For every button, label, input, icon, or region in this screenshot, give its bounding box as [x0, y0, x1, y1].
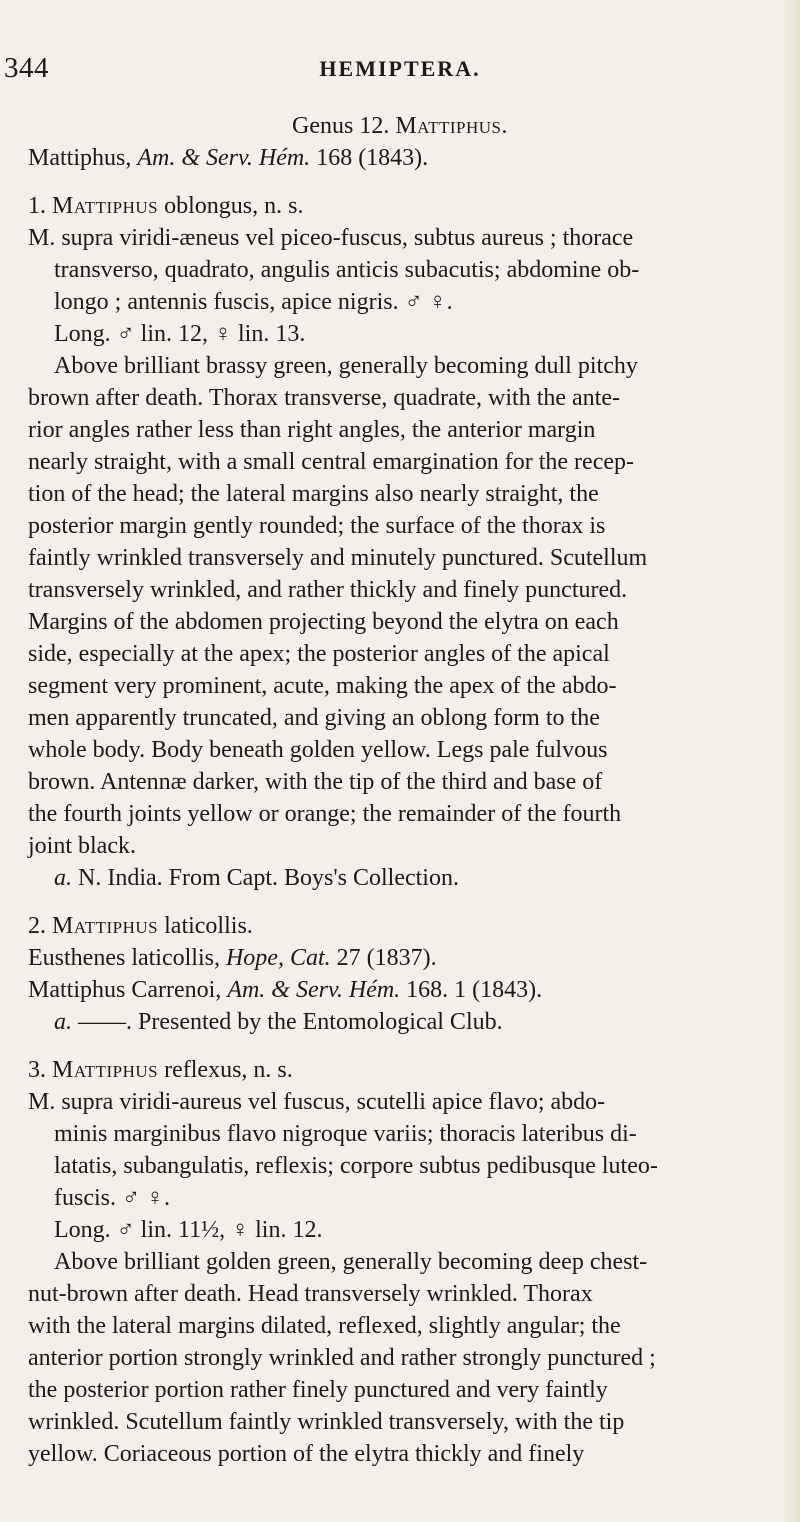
species-3-latin-line: fuscis. ♂ ♀.	[54, 1185, 170, 1211]
species-3-desc-line: Above brilliant golden green, generally becoming deep chest-	[54, 1249, 648, 1275]
species-2-synonym	[0, 942, 800, 974]
genus-reference	[0, 142, 800, 174]
body-text	[0, 110, 800, 1470]
genus-heading-name: Mattiphus.	[395, 113, 508, 139]
species-1-desc-line: side, especially at the apex; the posterior angles of the apical	[28, 641, 610, 667]
species-2-genus: Mattiphus	[52, 913, 159, 939]
species-3-desc-line: wrinkled. Scutellum faintly wrinkled transversely, with the tip	[28, 1409, 625, 1435]
species-3-latin-line: latatis, subangulatis, reflexis; corpore subtus pedibusque luteo-	[54, 1153, 658, 1179]
species-1-number: 1.	[28, 193, 52, 219]
species-2-specimen	[0, 1006, 800, 1038]
species-1-specimen	[0, 862, 800, 894]
species-2-syn1-rest: 27 (1837).	[330, 945, 437, 971]
species-1-specimen-text: N. India. From Capt. Boys's Collection.	[72, 865, 459, 891]
species-1-desc-line: joint black.	[28, 833, 136, 859]
species-1-latin-line: longo ; antennis fuscis, apice nigris. ♂ ♀.	[54, 289, 453, 315]
genus-heading	[0, 110, 800, 142]
genus-ref-authority: Am. & Serv. Hém.	[137, 145, 311, 171]
species-1-desc-line: faintly wrinkled transversely and minutely punctured. Scutellum	[28, 545, 648, 571]
genus-ref-rest: 168 (1843).	[310, 145, 429, 171]
species-1-length: Long. ♂ lin. 12, ♀ lin. 13.	[54, 321, 306, 347]
species-1-desc-line: brown. Antennæ darker, with the tip of the third and base of	[28, 769, 603, 795]
species-3-length: Long. ♂ lin. 11½, ♀ lin. 12.	[54, 1217, 323, 1243]
page-edge-shading	[784, 0, 800, 1522]
species-1-desc-line: men apparently truncated, and giving an oblong form to the	[28, 705, 600, 731]
species-2-syn1-name: Eusthenes laticollis,	[28, 945, 226, 971]
species-2-syn2-rest: 168. 1 (1843).	[400, 977, 543, 1003]
species-1-latin-line: M. supra viridi-æneus vel piceo-fuscus, subtus aureus ; thorace	[28, 225, 634, 251]
species-1-desc-line: whole body. Body beneath golden yellow. Legs pale fulvous	[28, 737, 608, 763]
species-2-specimen-text: ——. Presented by the Entomological Club.	[72, 1009, 503, 1035]
species-2-syn2-name: Mattiphus Carrenoi,	[28, 977, 228, 1003]
species-1-desc-line: transversely wrinkled, and rather thickly and finely punctured.	[28, 577, 628, 603]
species-1-desc-line: segment very prominent, acute, making the apex of the abdo-	[28, 673, 617, 699]
running-head: HEMIPTERA.	[319, 56, 481, 81]
species-3-latin-line: M. supra viridi-aureus vel fuscus, scutelli apice flavo; abdo-	[28, 1089, 606, 1115]
species-3-heading	[0, 1054, 800, 1086]
species-1-desc-line: nearly straight, with a small central emargination for the recep-	[28, 449, 634, 475]
species-1-name: oblongus, n. s.	[158, 193, 304, 219]
species-1-heading	[0, 190, 800, 222]
species-3-name: reflexus, n. s.	[158, 1057, 293, 1083]
species-2-name: laticollis.	[158, 913, 253, 939]
species-1-desc-line: brown after death. Thorax transverse, quadrate, with the ante-	[28, 385, 620, 411]
genus-heading-prefix: Genus 12.	[292, 113, 396, 139]
page-header	[0, 52, 800, 92]
species-3-desc-line: anterior portion strongly wrinkled and rather strongly punctured ;	[28, 1345, 656, 1371]
species-3-desc-line: nut-brown after death. Head transversely wrinkled. Thorax	[28, 1281, 593, 1307]
species-3-latin-line: minis marginibus flavo nigroque variis; thoracis lateribus di-	[54, 1121, 637, 1147]
species-1-desc-line: Margins of the abdomen projecting beyond the elytra on each	[28, 609, 619, 635]
species-1-latin-line: transverso, quadrato, angulis anticis subacutis; abdomine ob-	[54, 257, 640, 283]
species-2-syn1-authority: Hope, Cat.	[225, 945, 331, 971]
page-number: 344	[4, 52, 49, 84]
species-1-genus: Mattiphus	[52, 193, 159, 219]
species-1-desc-line: tion of the head; the lateral margins also nearly straight, the	[28, 481, 599, 507]
species-3-number: 3.	[28, 1057, 52, 1083]
species-3-desc-line: with the lateral margins dilated, reflexed, slightly angular; the	[28, 1313, 621, 1339]
species-2-specimen-label: a.	[54, 1009, 72, 1035]
species-2-heading	[0, 910, 800, 942]
species-1-desc-line: rior angles rather less than right angles, the anterior margin	[28, 417, 596, 443]
species-3-genus: Mattiphus	[52, 1057, 159, 1083]
species-2-synonym	[0, 974, 800, 1006]
species-2-syn2-authority: Am. & Serv. Hém.	[227, 977, 401, 1003]
species-2-number: 2.	[28, 913, 52, 939]
species-1-desc-line: posterior margin gently rounded; the surface of the thorax is	[28, 513, 606, 539]
species-3-desc-line: the posterior portion rather finely punctured and very faintly	[28, 1377, 608, 1403]
species-1-specimen-label: a.	[54, 865, 72, 891]
genus-ref-name: Mattiphus,	[28, 145, 138, 171]
species-3-desc-line: yellow. Coriaceous portion of the elytra thickly and finely	[28, 1441, 585, 1467]
species-1-desc-line: the fourth joints yellow or orange; the remainder of the fourth	[28, 801, 622, 827]
species-1-desc-line: Above brilliant brassy green, generally becoming dull pitchy	[54, 353, 638, 379]
